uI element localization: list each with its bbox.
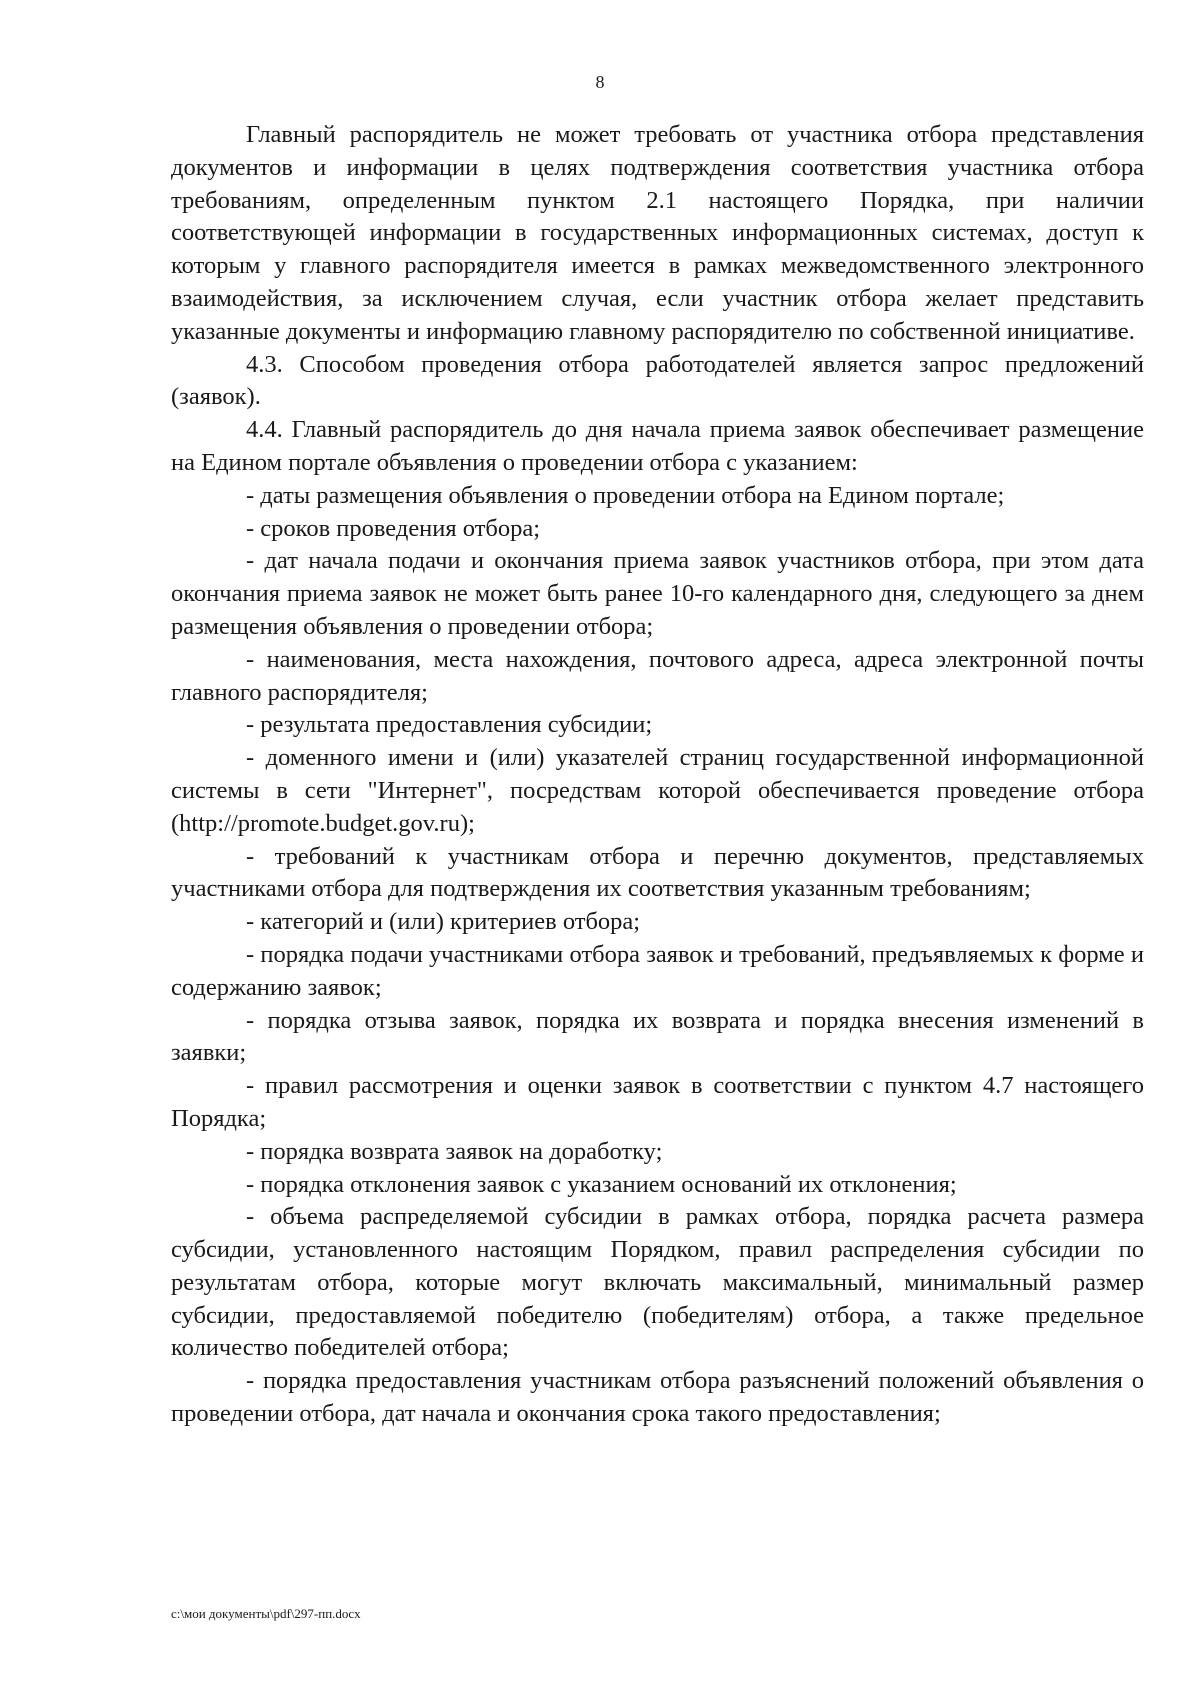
list-item-subsidy-volume: - объема распределяемой субсидии в рамках отбора, порядка расчета размера субсидии, установленного настоящим Порядком, правил распределения субсидии по результатам отбора, которые могут включать максимальный, минимальный размер субсидии, предоставляемой победителю (победителям) отбора, а также предельное количество победителей отбора; — [171, 1203, 1144, 1362]
file-path-footer: c:\мои документы\pdf\297-пп.docx — [171, 1606, 361, 1621]
list-item-domain-name: - доменного имени и (или) указателей страниц государственной информационной системы в сети "Интернет", посредствам которой обеспечивается проведение отбора (http://promote.budget.gov.ru); — [171, 744, 1144, 837]
list-item-rejection-procedure: - порядка отклонения заявок с указанием оснований их отклонения; — [246, 1170, 957, 1198]
paragraph-4-4: 4.4. Главный распорядитель до дня начала приема заявок обеспечивает размещение на Едином портале объявления о проведении отбора с указанием: — [171, 416, 1144, 476]
list-item-selection-criteria: - категорий и (или) критериев отбора; — [246, 908, 641, 936]
list-item-posting-date: - даты размещения объявления о проведении отбора на Едином портале; — [246, 481, 1005, 509]
paragraph-access-restriction: Главный распорядитель не может требовать от участника отбора представления документов и информации в целях подтверждения соответствия участника отбора требованиям, определенным пунктом 2.1 настоящего Порядка, при наличии соответствующей информации в государственных информационных системах, доступ к которым у главного распорядителя имеется в рамках межведомственного электронного взаимодействия, за исключением случая, если участник отбора желает представить указанные документы и информацию главному распорядителю по собственной инициативе. — [171, 121, 1144, 345]
document-body — [171, 119, 1144, 1431]
list-item-review-rules: - правил рассмотрения и оценки заявок в соответствии с пунктом 4.7 настоящего Порядка; — [171, 1072, 1144, 1132]
page-number: 8 — [595, 72, 605, 92]
list-item-return-for-revision: - порядка возврата заявок на доработку; — [246, 1137, 663, 1165]
paragraph-4-3: 4.3. Способом проведения отбора работодателей является запрос предложений (заявок). — [171, 350, 1144, 411]
list-item-clarifications: - порядка предоставления участникам отбора разъяснений положений объявления о проведении отбора, дат начала и окончания срока такого предоставления; — [171, 1367, 1144, 1428]
list-item-distributor-contacts: - наименования, места нахождения, почтового адреса, адреса электронной почты главного распорядителя; — [171, 645, 1144, 706]
list-item-submission-procedure: - порядка подачи участниками отбора заявок и требований, предъявляемых к форме и содержанию заявок; — [171, 940, 1144, 1001]
list-item-participant-requirements: - требований к участникам отбора и перечню документов, представляемых участниками отбора для подтверждения их соответствия указанным требованиям; — [171, 842, 1144, 903]
list-item-withdrawal-procedure: - порядка отзыва заявок, порядка их возврата и порядка внесения изменений в заявки; — [171, 1006, 1144, 1067]
list-item-subsidy-result: - результата предоставления субсидии; — [246, 711, 653, 739]
list-item-selection-terms: - сроков проведения отбора; — [246, 514, 541, 542]
list-item-application-dates: - дат начала подачи и окончания приема заявок участников отбора, при этом дата окончания приема заявок не может быть ранее 10-го календарного дня, следующего за днем размещения объявления о проведении отбора; — [171, 547, 1144, 640]
